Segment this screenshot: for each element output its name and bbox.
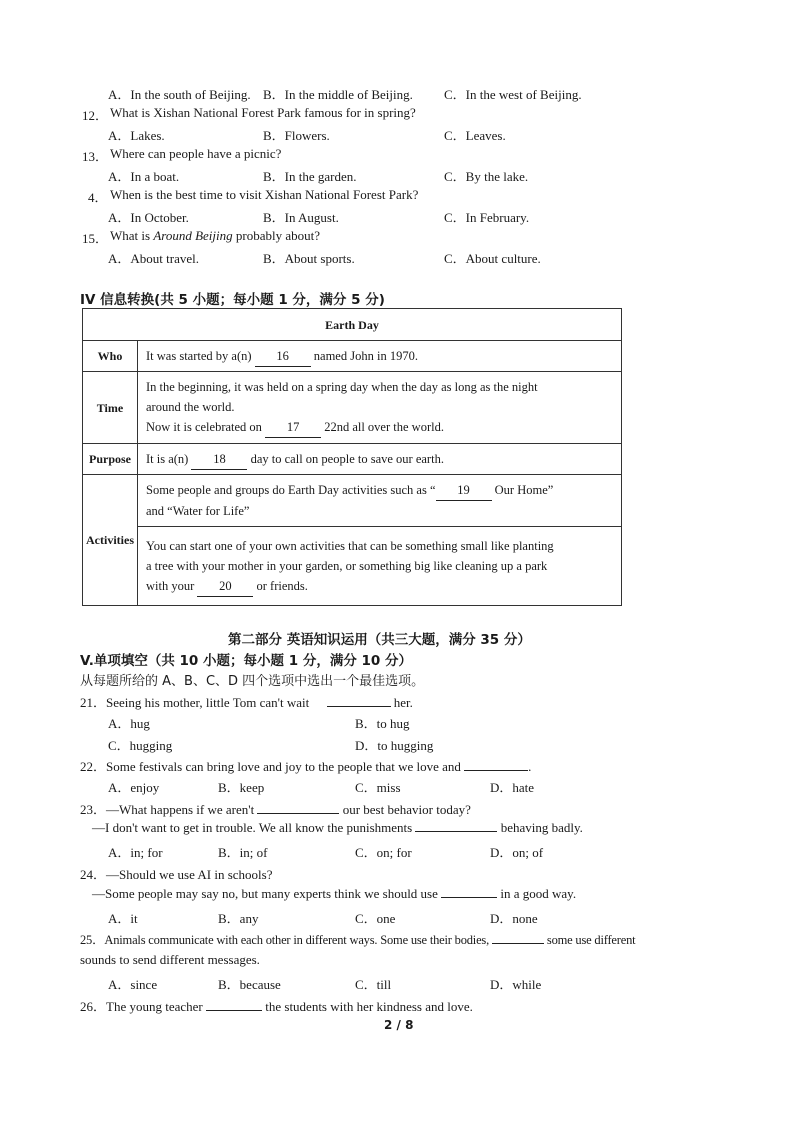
q25-option-a: A．since	[108, 977, 158, 992]
q23-option-a: A．in; for	[108, 845, 163, 860]
q13-text: Where can people have a picnic?	[110, 146, 282, 161]
row-time: In the beginning, it was held on a spring day when the day as long as the night around the world. Now it is celebrated on 17 22nd all over the world.	[138, 372, 622, 444]
q13-option-b: B．In the garden.	[263, 169, 357, 184]
q12-text: What is Xishan National Forest Park famous for in spring?	[110, 105, 416, 120]
q15-option-c: C．About culture.	[444, 251, 541, 266]
q22-stem: 22．Some festivals can bring love and joy to the people that we love and .	[80, 759, 532, 774]
q23-blank-1[interactable]	[257, 813, 339, 814]
q25-option-c: C．till	[355, 977, 392, 992]
q23-stem-line-2: —I don't want to get in trouble. We all know the punishments behaving badly.	[92, 820, 583, 835]
q25-stem-line-2: sounds to send different messages.	[80, 952, 260, 967]
section-4-title: IV 信息转换(共 5 小题；每小题 1 分，满分 5 分)	[80, 292, 385, 308]
q21-option-d: D．to hugging	[355, 738, 434, 753]
q24-stem-line-2: —Some people may say no, but many experts think we should use in a good way.	[92, 886, 577, 901]
table-title: Earth Day	[83, 309, 622, 341]
q25-blank[interactable]	[492, 943, 544, 944]
q21-option-b: B．to hug	[355, 716, 410, 731]
q21-stem: 21．Seeing his mother, little Tom can't wait her.	[80, 695, 413, 710]
q12-option-b: B．Flowers.	[263, 128, 330, 143]
q24-blank[interactable]	[441, 897, 497, 898]
q15-option-a: A．About travel.	[108, 251, 199, 266]
page-number: 2 / 8	[384, 1018, 414, 1032]
q22-option-a: A．enjoy	[108, 780, 160, 795]
q15-number: 15．	[82, 231, 109, 246]
blank-18[interactable]: 18	[191, 449, 247, 470]
blank-16[interactable]: 16	[255, 346, 311, 367]
q14-number: 4．	[88, 190, 108, 205]
q25-stem: 25．Animals communicate with each other in different ways. Some use their bodies, some use different	[80, 933, 636, 947]
q26-blank[interactable]	[206, 1010, 262, 1011]
q11-option-a: A．In the south of Beijing.	[108, 87, 251, 102]
section-5-title: V.单项填空（共 10 小题；每小题 1 分，满分 10 分）	[80, 653, 413, 669]
q14-option-c: C．In February.	[444, 210, 530, 225]
q13-number: 13．	[82, 149, 109, 164]
section-5-instruction: 从每题所给的 A、B、C、D 四个选项中选出一个最佳选项。	[80, 674, 425, 689]
blank-17[interactable]: 17	[265, 417, 321, 438]
blank-19[interactable]: 19	[436, 480, 492, 501]
row-activities-1: Some people and groups do Earth Day activities such as “ 19 Our Home” and “Water for Life”	[138, 475, 622, 527]
q22-option-c: C．miss	[355, 780, 401, 795]
row-who: It was started by a(n) 16 named John in 1970.	[138, 341, 622, 372]
q23-option-b: B．in; of	[218, 845, 268, 860]
blank-20[interactable]: 20	[197, 576, 253, 597]
row-label-time: Time	[83, 372, 138, 444]
q23-stem: 23．—What happens if we aren't our best behavior today?	[80, 802, 471, 817]
q12-option-c: C．Leaves.	[444, 128, 506, 143]
earth-day-table	[82, 308, 622, 606]
q21-option-a: A．hug	[108, 716, 150, 731]
row-label-activities: Activities	[83, 475, 138, 606]
q13-option-c: C．By the lake.	[444, 169, 529, 184]
q23-blank-2[interactable]	[415, 831, 497, 832]
q14-text: When is the best time to visit Xishan National Forest Park?	[110, 187, 419, 202]
row-purpose: It is a(n) 18 day to call on people to save our earth.	[138, 444, 622, 475]
row-label-who: Who	[83, 341, 138, 372]
q14-option-a: A．In October.	[108, 210, 189, 225]
q22-option-d: D．hate	[490, 780, 535, 795]
q22-blank[interactable]	[464, 770, 528, 771]
q14-option-b: B．In August.	[263, 210, 339, 225]
q23-option-d: D．on; of	[490, 845, 544, 860]
q12-number: 12．	[82, 108, 109, 123]
q24-option-a: A．it	[108, 911, 138, 926]
q25-option-d: D．while	[490, 977, 542, 992]
q15-option-b: B．About sports.	[263, 251, 355, 266]
q24-option-b: B．any	[218, 911, 259, 926]
q24-option-d: D．none	[490, 911, 538, 926]
q22-option-b: B．keep	[218, 780, 265, 795]
q24-option-c: C．one	[355, 911, 396, 926]
q26-stem: 26．The young teacher the students with her kindness and love.	[80, 999, 473, 1014]
q21-blank[interactable]	[327, 706, 391, 707]
q11-option-b: B．In the middle of Beijing.	[263, 87, 413, 102]
part-2-title: 第二部分 英语知识运用（共三大题，满分 35 分）	[228, 632, 531, 648]
q11-option-c: C．In the west of Beijing.	[444, 87, 582, 102]
q13-option-a: A．In a boat.	[108, 169, 180, 184]
q25-option-b: B．because	[218, 977, 281, 992]
q15-book-title: Around Beijing	[153, 228, 233, 243]
row-activities-2: You can start one of your own activities that can be something small like planting a tree with your mother in your garden, or something big like cleaning up a park with your 20 or friends.	[138, 527, 622, 606]
q21-option-c: C．hugging	[108, 738, 173, 753]
q23-option-c: C．on; for	[355, 845, 412, 860]
q12-option-a: A．Lakes.	[108, 128, 165, 143]
q24-stem: 24．—Should we use AI in schools?	[80, 867, 273, 882]
row-label-purpose: Purpose	[83, 444, 138, 475]
q15-text: What is Around Beijing probably about?	[110, 228, 321, 243]
